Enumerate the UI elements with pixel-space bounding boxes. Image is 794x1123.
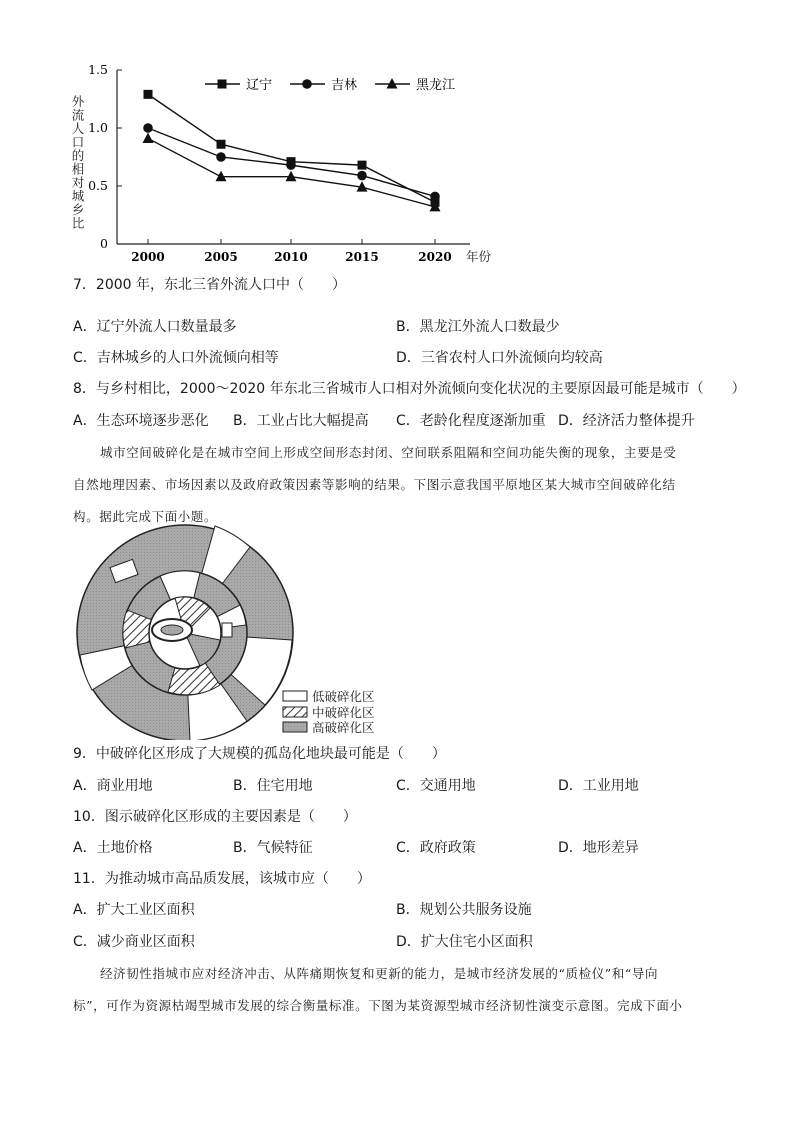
question-9-option-a[interactable]: A．商业用地 [73,778,153,794]
y-tick-label: 1.5 [88,62,108,77]
passage-1-line-2: 自然地理因素、市场因素以及政府政策因素等影响的结果。下图示意我国平原地区某大城市空间破碎化结 [73,477,676,492]
legend-label-mid: 中破碎化区 [312,705,375,720]
question-7-option-d[interactable]: D．三省农村人口外流倾向均较高 [396,350,603,366]
passage-2-line-1: 经济韧性指城市应对经济冲击、从阵痛期恢复和更新的能力，是城市经济发展的“质检仪”和“导向 [100,966,659,981]
question-11-option-d[interactable]: D．扩大住宅小区面积 [396,934,533,950]
x-tick-label: 2000 [131,250,165,264]
x-tick-label: 2010 [274,250,308,264]
question-10-option-b[interactable]: B．气候特征 [233,840,313,856]
y-axis-title: 外流人口的相对城乡比 [70,95,85,230]
legend-swatch-low [283,691,307,701]
question-11-stem: 11．为推动城市高品质发展，该城市应（ ） [73,871,371,887]
question-10-stem: 10．图示破碎化区形成的主要因素是（ ） [73,809,357,825]
question-7-option-c[interactable]: C．吉林城乡的人口外流倾向相等 [73,350,279,366]
question-10-option-c[interactable]: C．政府政策 [396,840,476,856]
question-7-option-b[interactable]: B．黑龙江外流人口数最少 [396,319,560,335]
question-8-option-c[interactable]: C．老龄化程度逐渐加重 [396,413,546,429]
question-9-stem: 9．中破碎化区形成了大规模的孤岛化地块最可能是（ ） [73,746,446,762]
question-8-option-a[interactable]: A．生态环境逐步恶化 [73,413,209,429]
y-tick-label: 1.0 [88,120,108,135]
inner-low-patch [222,623,232,637]
question-10-option-d[interactable]: D．地形差异 [558,840,639,856]
y-tick-label: 0 [100,236,108,251]
x-axis-title: 年份 [466,249,492,264]
question-9-option-b[interactable]: B．住宅用地 [233,778,313,794]
passage-1-line-1: 城市空间破碎化是在城市空间上形成空间形态封闭、空间联系阻隔和空间功能失衡的现象，主要是受 [100,445,677,460]
question-8-option-b[interactable]: B．工业占比大幅提高 [233,413,369,429]
question-7-option-a[interactable]: A．辽宁外流人口数量最多 [73,319,237,335]
question-7-stem: 7．2000 年，东北三省外流人口中（ ） [73,277,346,293]
legend-swatch-high [283,722,307,732]
question-11-option-a[interactable]: A．扩大工业区面积 [73,902,195,918]
question-11-option-b[interactable]: B．规划公共服务设施 [396,902,532,918]
x-tick-label: 2015 [345,250,379,264]
question-9-option-c[interactable]: C．交通用地 [396,778,476,794]
question-11-option-c[interactable]: C．减少商业区面积 [73,934,195,950]
x-tick-label: 2005 [204,250,238,264]
question-8-stem: 8．与乡村相比，2000～2020 年东北三省城市人口相对外流倾向变化状况的主要原因最可能是城市（ ） [73,381,746,397]
passage-2-line-2: 标”，可作为资源枯竭型城市发展的综合衡量标准。下图为某资源型城市经济韧性演变示意图。完成下面小 [73,998,683,1013]
question-10-option-a[interactable]: A．土地价格 [73,840,153,856]
legend-label-low: 低破碎化区 [312,689,375,704]
legend-label: 黑龙江 [416,78,456,93]
x-tick-label: 2020 [418,250,452,264]
legend-label-high: 高破碎化区 [312,720,375,735]
legend-label: 辽宁 [246,78,273,93]
y-tick-label: 0.5 [88,178,108,193]
legend-label: 吉林 [331,78,358,93]
question-9-option-d[interactable]: D．工业用地 [558,778,639,794]
question-8-option-d[interactable]: D．经济活力整体提升 [558,413,695,429]
legend-swatch-mid [283,707,307,717]
passage-1-line-3: 构。据此完成下面小题。 [73,509,218,524]
